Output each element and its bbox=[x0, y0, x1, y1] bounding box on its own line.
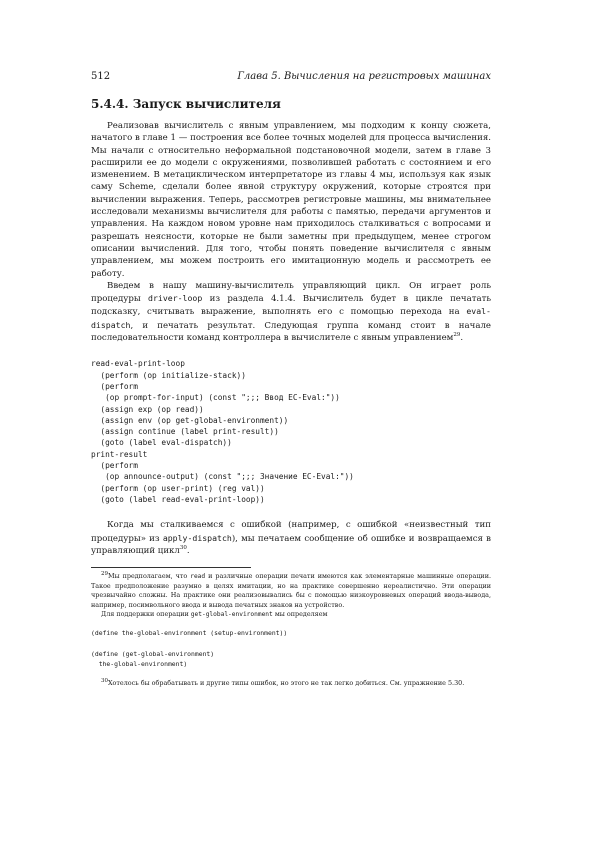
footnote-text: Для поддержки операции bbox=[101, 610, 189, 619]
footnote-number: 29 bbox=[101, 570, 108, 577]
footnote-30 bbox=[91, 679, 491, 689]
footnote-29 bbox=[91, 572, 491, 610]
footnote-text: Хотелось бы обрабатывать и другие типы ошибок, но этого не так легко добиться. См. упражнение 5.30. bbox=[108, 679, 465, 688]
section-title: 5.4.4. Запуск вычислителя bbox=[91, 97, 281, 111]
running-header bbox=[91, 70, 491, 84]
inline-code-read: read bbox=[190, 573, 206, 581]
footnote-text: и различные операции печати имеются как элементарные машинные операции. Такое предположение разумно в целях имитации, но на практике совершенно нереалистично. Эти операции чрезвычайно сложны. На практике они реализовывались бы с помощью низкоуровневых операций ввода-вывода, например, посимвольного ввода и вывода печатных знаков на устройство. bbox=[91, 572, 491, 609]
paragraph-text: Введем в нашу машину-вычислитель управляющий цикл. Он играет роль процедуры bbox=[91, 280, 491, 305]
inline-code-eval-dispatch: eval-dispatch bbox=[91, 306, 491, 330]
footnote-divider bbox=[91, 567, 251, 568]
page-number: 512 bbox=[91, 71, 111, 82]
paragraph-text: , и печатать результат. Следующая группа команд стоит в начале последовательности команд контроллера в вычислителе с явным управлением bbox=[91, 320, 491, 344]
footnote-29-continued bbox=[91, 610, 491, 620]
footnote-text: Мы предполагаем, что bbox=[108, 572, 188, 581]
paragraph-driver-loop bbox=[91, 280, 491, 344]
paragraph-text: ), мы печатаем сообщение об ошибке и возвращаемся в управляющий цикл bbox=[91, 533, 492, 556]
paragraph-intro: Реализовав вычислитель с явным управлением, мы подходим к концу сюжета, начатого в главе 1 — построения все более точных моделей для процесса вычисления. Мы начали с относительно неформальной подстановочной модели, затем в главе 3 расширили ее до модели с окружениями, позволившей работать с состоянием и его изменением. В метациклическом интерпретаторе из главы 4 мы, используя как язык саму Scheme, сделали более явной структуру окружений, которые строятся при вычислении выражения. Теперь, рассмотрев регистровые машины, мы внимательнее исследовали механизмы вычислителя для работы с памятью, передачи аргументов и управления. На каждом новом уровне нам приходилось сталкиваться с вопросами и разрешать неясности, которые не были заметны при предыдущем, менее строгом описании вычислений. Для того, чтобы понять поведение вычислителя с явным управлением, мы можем построить его имитационную модель и рассмотреть ее работу. bbox=[91, 121, 491, 279]
inline-code-driver-loop: driver-loop bbox=[148, 293, 203, 304]
paragraph-text: . bbox=[186, 545, 190, 556]
inline-code-get-global-environment: get-global-environment bbox=[190, 611, 273, 619]
footnote-ref-30: 30 bbox=[179, 544, 187, 551]
footnote-code-get-global-env: (define (get-global-environment) the-global-environment) bbox=[91, 650, 215, 668]
footnote-number: 30 bbox=[101, 678, 108, 685]
paragraph-error-handling bbox=[91, 519, 491, 557]
code-block-read-eval-print-loop: read-eval-print-loop (perform (op initialize-stack)) (perform (op prompt-for-input) (const ";;; Ввод EC-Eval:")) (assign exp (op read)) (assign env (op get-global-environment)) (assign continue (label print-result)) (goto (label eval-dispatch)) print-result (perform (op announce-output) (const ";;; Значение EC-Eval:")) (perform (op user-print) (reg val)) (goto (label read-eval-print-loop)) bbox=[91, 359, 354, 504]
paragraph-text: из раздела 4.1.4. Вычислитель будет в цикле печатать подсказку, считывать выражение, выполнять его с помощью перехода на bbox=[91, 294, 492, 318]
chapter-title: Глава 5. Вычисления на регистровых машинах bbox=[237, 71, 491, 82]
footnote-ref-29: 29 bbox=[453, 332, 461, 339]
inline-code-apply-dispatch: apply-dispatch bbox=[162, 532, 232, 543]
footnote-code-define-global-env: (define the-global-environment (setup-environment)) bbox=[91, 629, 288, 638]
footnote-text: мы определяем bbox=[274, 610, 328, 619]
book-page bbox=[91, 70, 491, 689]
paragraph-text: Когда мы сталкиваемся с ошибкой (например, с ошибкой «неизвестный тип процедуры» из bbox=[91, 520, 491, 544]
paragraph-text: . bbox=[460, 333, 464, 344]
